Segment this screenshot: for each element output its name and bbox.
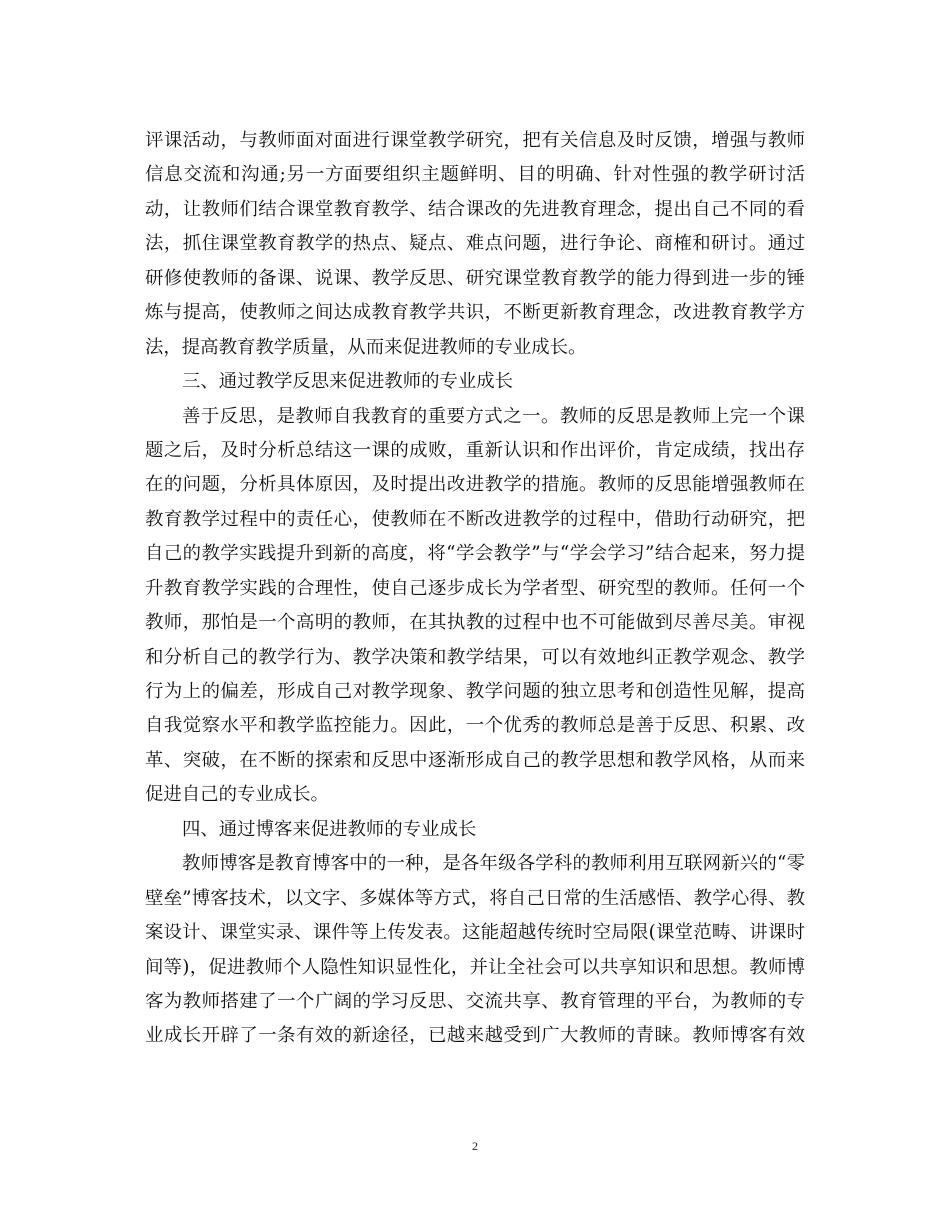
- text-line: 教师博客是教育博客中的一种，是各年级各学科的教师利用互联网新兴的“零: [182, 853, 805, 875]
- text-line: 升教育教学实践的合理性，使自己逐步成长为学者型、研究型的教师。任何一个: [145, 577, 805, 599]
- text-line: 促进自己的专业成长。: [145, 784, 329, 806]
- text-line: 善于反思，是教师自我教育的重要方式之一。教师的反思是教师上完一个课: [182, 405, 805, 427]
- text-line: 动，让教师们结合课堂教育教学、结合课改的先进教育理念，提出自己不同的看: [145, 198, 805, 220]
- document-body: [145, 124, 805, 1054]
- text-line: 和分析自己的教学行为、教学决策和教学结果，可以有效地纠正教学观念、教学: [145, 646, 805, 668]
- text-line: 间等)，促进教师个人隐性知识显性化，并让全社会可以共享知识和思想。教师博: [145, 956, 805, 978]
- text-line: 法，抓住课堂教育教学的热点、疑点、难点问题，进行争论、商榷和研讨。通过: [145, 233, 805, 255]
- text-line: 在的问题，分析具体原因，及时提出改进教学的措施。教师的反思能增强教师在: [145, 474, 805, 496]
- text-line: 客为教师搭建了一个广阔的学习反思、交流共享、教育管理的平台，为教师的专: [145, 990, 805, 1012]
- text-line: 教师，那怕是一个高明的教师，在其执教的过程中也不可能做到尽善尽美。审视: [145, 612, 805, 634]
- text-line: 案设计、课堂实录、课件等上传发表。这能超越传统时空局限(课堂范畴、讲课时: [145, 922, 805, 944]
- text-line: 行为上的偏差，形成自己对教学现象、教学问题的独立思考和创造性见解，提高: [145, 681, 805, 702]
- section-heading: 四、通过博客来促进教师的专业成长: [182, 818, 477, 840]
- text-line: 自我觉察水平和教学监控能力。因此，一个优秀的教师总是善于反思、积累、改: [145, 715, 805, 737]
- text-line: 法，提高教育教学质量，从而来促进教师的专业成长。: [145, 336, 587, 358]
- text-line: 业成长开辟了一条有效的新途径，已越来越受到广大教师的青睐。教师博客有效: [145, 1025, 805, 1047]
- section-heading: 三、通过教学反思来促进教师的专业成长: [182, 371, 514, 393]
- page-number: 2: [472, 1139, 478, 1153]
- text-line: 教育教学过程中的责任心，使教师在不断改进教学的过程中，借助行动研究，把: [145, 508, 805, 530]
- text-line: 自己的教学实践提升到新的高度，将“学会教学”与“学会学习”结合起来，努力提: [145, 543, 805, 565]
- text-line: 信息交流和沟通;另一方面要组织主题鲜明、目的明确、针对性强的教学研讨活: [145, 164, 805, 186]
- text-line: 题之后，及时分析总结这一课的成败，重新认识和作出评价，肯定成绩，找出存: [145, 439, 805, 461]
- text-line: 革、突破，在不断的探索和反思中逐渐形成自己的教学思想和教学风格，从而来: [145, 749, 805, 771]
- text-line: 评课活动，与教师面对面进行课堂教学研究，把有关信息及时反馈，增强与教师: [145, 130, 805, 151]
- text-line: 炼与提高，使教师之间达成教育教学共识，不断更新教育理念，改进教育教学方: [145, 302, 805, 324]
- text-line: 研修使教师的备课、说课、教学反思、研究课堂教育教学的能力得到进一步的锤: [145, 267, 805, 289]
- text-line: 壁垒”博客技术，以文字、多媒体等方式，将自己日常的生活感悟、教学心得、教: [145, 887, 805, 909]
